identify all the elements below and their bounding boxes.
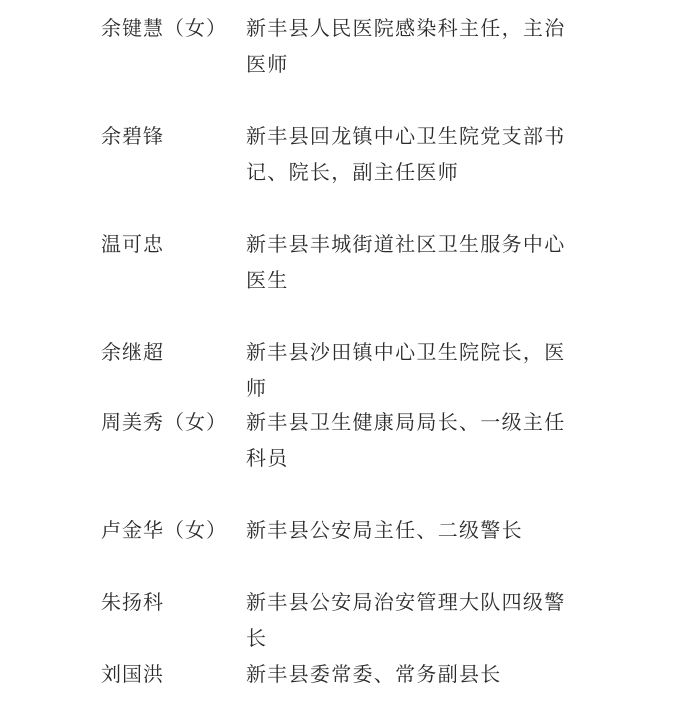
person-title: 新丰县丰城街道社区卫生服务中心医生 (246, 232, 566, 292)
person-title: 新丰县委常委、常务副县长 (246, 662, 502, 686)
person-title: 新丰县公安局主任、二级警长 (246, 518, 523, 542)
person-name: 朱扬科 (101, 590, 164, 614)
person-title: 新丰县沙田镇中心卫生院院长，医师 (246, 340, 566, 400)
person-name: 周美秀（女） (101, 410, 227, 434)
person-title: 新丰县人民医院感染科主任，主治医师 (246, 16, 566, 76)
person-name: 余碧锋 (101, 124, 164, 148)
person-title: 新丰县公安局治安管理大队四级警长 (246, 590, 566, 650)
person-name: 余键慧（女） (101, 16, 227, 40)
person-name: 温可忠 (101, 232, 164, 256)
person-name: 卢金华（女） (101, 518, 227, 542)
person-name: 刘国洪 (101, 662, 164, 686)
person-title: 新丰县卫生健康局局长、一级主任科员 (246, 410, 566, 470)
person-title: 新丰县回龙镇中心卫生院党支部书记、院长，副主任医师 (246, 124, 566, 184)
person-name: 余继超 (101, 340, 164, 364)
